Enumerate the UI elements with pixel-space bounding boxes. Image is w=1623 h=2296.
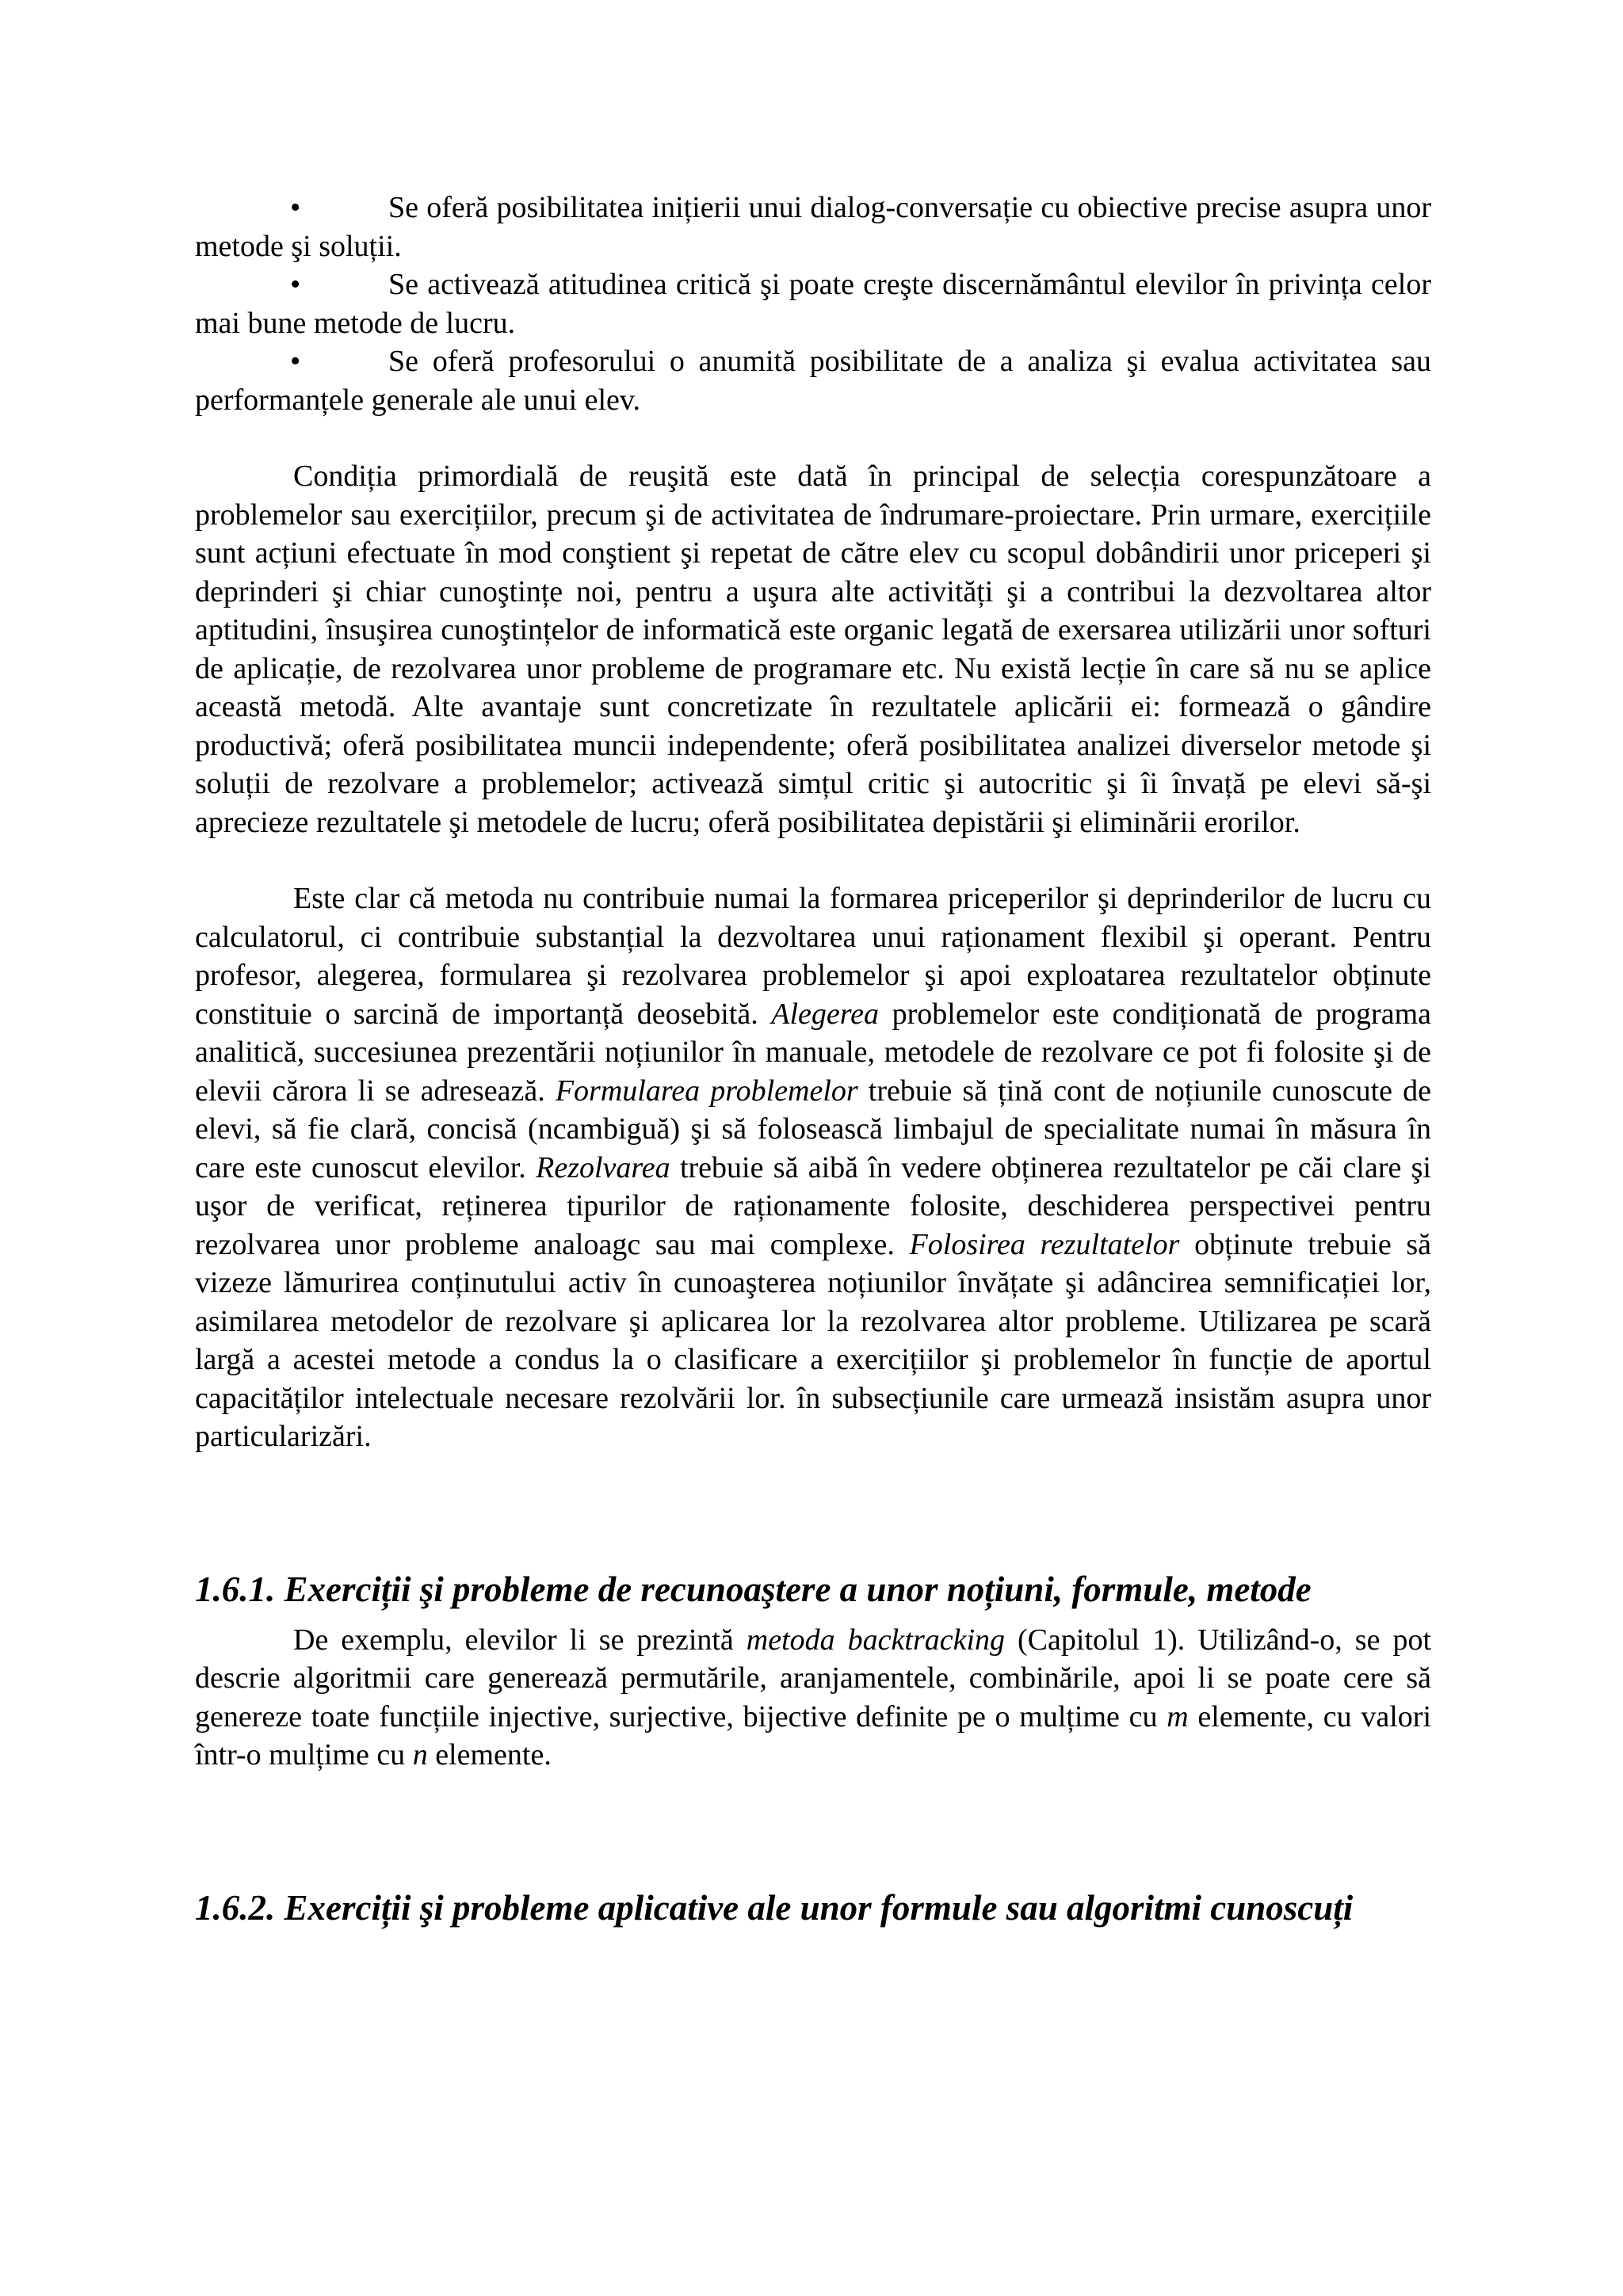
text-run: obținute trebuie să vizeze lămurirea conținutului activ în cunoaşterea noțiunilor învățate şi adâncirea semnificației lor, asimilarea metodelor de rezolvare şi aplicarea lor la rezolvarea altor probleme. Utilizarea pe scară largă a acestei metode a condus la o clasificare a exercițiilor şi problemelor în funcție de aportul capacităților intelectuale necesare rezolvării lor. în subsecțiunile care urmează insistăm asupra unor particularizări. bbox=[195, 1227, 1431, 1453]
emphasis-text: m bbox=[1167, 1699, 1189, 1733]
document-page bbox=[195, 189, 1431, 1939]
text-run: (Capitolul 1). Utilizând-o, se pot descrie algoritmii care generează permutările, aranjamentele, combinările, apoi li se poate cere să genereze toate funcțiile injective, surjective, bijective definite pe o mulțime cu bbox=[195, 1623, 1432, 1733]
section-heading-1-6-2: 1.6.2. Exerciții şi probleme aplicative ale unor formule sau algoritmi cunoscuți bbox=[195, 1887, 1354, 1928]
text-run: trebuie să aibă în vedere obținerea rezultatelor pe căi clare şi uşor de verificat, reținerea tipurilor de raționamente folosite, deschiderea perspectivei pentru rezolvarea unor probleme analoagc sau mai complexe. bbox=[195, 1150, 1431, 1261]
text-run: elemente, cu valori într-o mulțime cu bbox=[195, 1699, 1431, 1772]
spacer bbox=[195, 1775, 1431, 1886]
bullet-text: Se oferă profesorului o anumită posibilitate de a analiza şi evalua activitatea sau performanțele generale ale unui elev. bbox=[195, 345, 1431, 417]
text-run: problemelor este condiționată de programa analitică, succesiunea prezentării noțiunilor în manuale, metodele de rezolvare ce pot fi folosite şi de elevii cărora li se adresează. bbox=[195, 997, 1431, 1108]
text-run: trebuie să țină cont de noțiunile cunoscute de elevi, să fie clară, concisă (ncambiguă) şi să folosească limbajul de specialitate numai în măsura în care este cunoscut elevilor. bbox=[195, 1074, 1431, 1184]
paragraph-method-benefits bbox=[195, 879, 1431, 1456]
bullet-icon: • bbox=[290, 345, 301, 378]
text-run: Este clar că metoda nu contribuie numai la formarea priceperilor şi deprinderilor de lucru cu calculatorul, ci contribuie substanțial la dezvoltarea unui raționament flexibil şi operant. Pentru profesor, alegerea, formularea şi rezolvarea problemelor şi apoi exploatarea rezultatelor obținute constituie o sarcină de importanță deosebită. bbox=[195, 882, 1431, 1031]
bullet-item bbox=[195, 342, 1431, 419]
paragraph-backtracking-example bbox=[195, 1621, 1431, 1775]
bullet-item bbox=[195, 265, 1431, 342]
emphasis-text: Rezolvarea bbox=[536, 1150, 670, 1184]
bullet-icon: • bbox=[290, 191, 301, 224]
emphasis-text: metoda backtracking bbox=[746, 1623, 1006, 1657]
emphasis-text: Folosirea rezultatelor bbox=[909, 1227, 1180, 1261]
spacer bbox=[195, 419, 1431, 457]
bullet-text: Se activează atitudinea critică şi poate creşte discernământul elevilor în privința celor mai bune metode de lucru. bbox=[195, 268, 1431, 340]
text-run: De exemplu, elevilor li se prezintă bbox=[293, 1623, 747, 1657]
emphasis-text: n bbox=[412, 1738, 428, 1772]
spacer bbox=[195, 1456, 1431, 1567]
bullet-icon: • bbox=[290, 268, 301, 301]
spacer bbox=[195, 841, 1431, 879]
section-heading-1-6-1: 1.6.1. Exerciții şi probleme de recunoaştere a unor noțiuni, formule, metode bbox=[195, 1569, 1312, 1609]
paragraph-method-conditions: Condiția primordială de reuşită este dată în principal de selecția corespunzătoare a problemelor sau exercițiilor, precum şi de activitatea de îndrumare-proiectare. Prin urmare, exercițiile sunt acțiuni efectuate în mod conştient şi repetat de către elev cu scopul dobândirii unor priceperi şi deprinderi şi chiar cunoştințe noi, pentru a uşura alte activități şi a contribui la dezvoltarea altor aptitudini, însuşirea cunoştințelor de informatică este organic legată de exersarea utilizării unor softuri de aplicație, de rezolvarea unor probleme de programare etc. Nu există lecție în care să nu se aplice această metodă. Alte avantaje sunt concretizate în rezultatele aplicării ei: formează o gândire productivă; oferă posibilitatea muncii independente; oferă posibilitatea analizei diverselor metode şi soluții de rezolvare a problemelor; activează simțul critic şi autocritic şi îi învață pe elevi să-şi aprecieze rezultatele şi metodele de lucru; oferă posibilitatea depistării şi eliminării erorilor. bbox=[195, 460, 1431, 839]
text-run: elemente. bbox=[427, 1738, 552, 1772]
emphasis-text: Alegerea bbox=[771, 997, 880, 1031]
bullet-item bbox=[195, 189, 1431, 265]
bullet-text: Se oferă posibilitatea inițierii unui dialog-conversație cu obiective precise asupra unor metode şi soluții. bbox=[195, 191, 1431, 263]
emphasis-text: Formularea problemelor bbox=[555, 1074, 858, 1108]
